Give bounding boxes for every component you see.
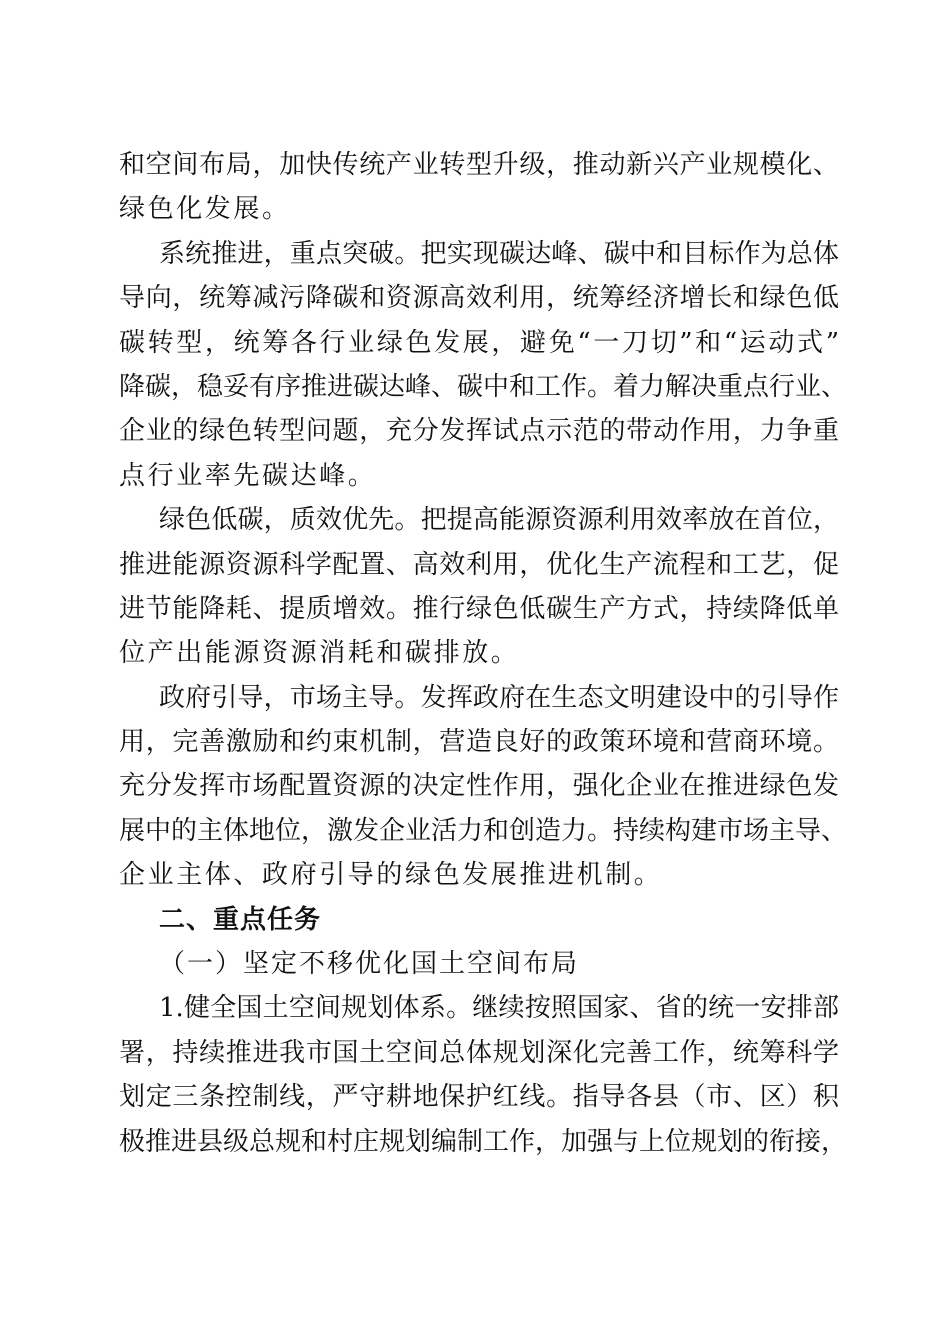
text-line: 进节能降耗、提质增效。推行绿色低碳生产方式，持续降低单 — [119, 593, 839, 624]
paragraph-first-line: 绿色低碳，质效优先。把提高能源资源利用效率放在首位， — [159, 505, 839, 536]
text-line: 用，完善激励和约束机制，营造良好的政策环境和营商环境。 — [119, 727, 839, 758]
section-heading: 二、重点任务 — [159, 904, 322, 935]
text-line: 点行业率先碳达峰。 — [119, 460, 377, 491]
text-line: 展中的主体地位，激发企业活力和创造力。持续构建市场主导、 — [119, 815, 848, 846]
text-line: 位产出能源资源消耗和碳排放。 — [119, 638, 520, 669]
text-line: 降碳，稳妥有序推进碳达峰、碳中和工作。着力解决重点行业、 — [119, 371, 848, 402]
text-line: 充分发挥市场配置资源的决定性作用，强化企业在推进绿色发 — [119, 771, 839, 802]
document-page — [119, 143, 848, 1164]
text-line: 和空间布局，加快传统产业转型升级，推动新兴产业规模化、 — [119, 150, 839, 180]
text-line: 企业的绿色转型问题，充分发挥试点示范的带动作用，力争重 — [119, 416, 839, 447]
paragraph-first-line: 1.健全国土空间规划体系。继续按照国家、省的统一安排部 — [159, 993, 839, 1024]
paragraph-first-line: 系统推进，重点突破。把实现碳达峰、碳中和目标作为总体 — [159, 238, 839, 269]
text-line: 推进能源资源科学配置、高效利用，优化生产流程和工艺，促 — [119, 549, 839, 580]
text-line: 极推进县级总规和村庄规划编制工作，加强与上位规划的衔接， — [119, 1126, 848, 1157]
text-line: 企业主体、政府引导的绿色发展推进机制。 — [119, 860, 663, 891]
text-line: 署，持续推进我市国土空间总体规划深化完善工作，统筹科学 — [119, 1037, 839, 1068]
text-line: 绿色化发展。 — [119, 194, 291, 225]
text-line: 碳转型，统筹各行业绿色发展，避免“一刀切”和“运动式” — [119, 327, 839, 358]
subsection-heading: （一）坚定不移优化国土空间布局 — [159, 949, 580, 980]
text-line: 导向，统筹减污降碳和资源高效利用，统筹经济增长和绿色低 — [119, 283, 839, 314]
paragraph-first-line: 政府引导，市场主导。发挥政府在生态文明建设中的引导作 — [159, 682, 839, 713]
text-line: 划定三条控制线，严守耕地保护红线。指导各县（市、区）积 — [119, 1082, 839, 1113]
